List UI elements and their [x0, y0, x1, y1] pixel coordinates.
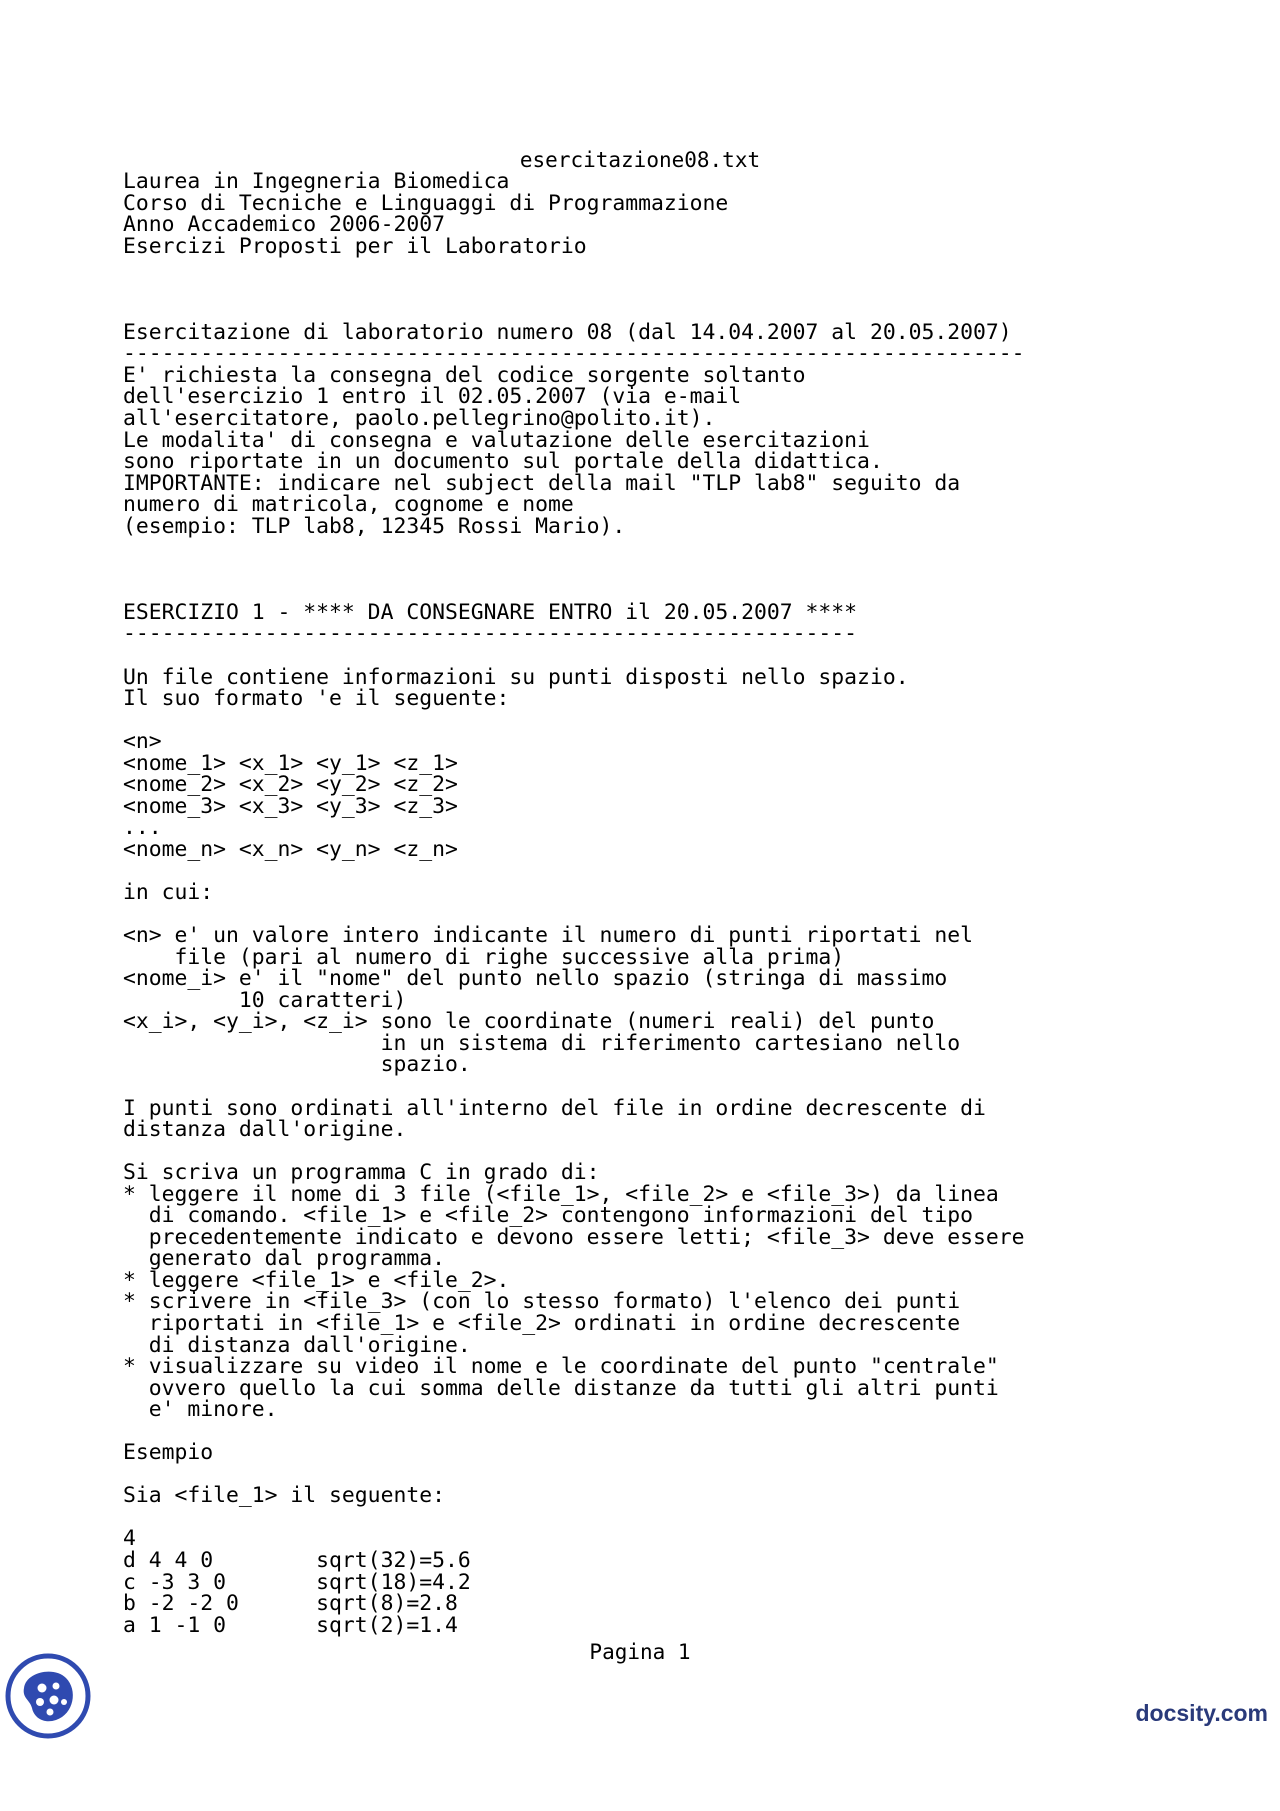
text-line: I punti sono ordinati all'interno del file in ordine decrescente di	[123, 1095, 986, 1121]
text-line: d 4 4 0 sqrt(32)=5.6	[123, 1548, 471, 1573]
text-line: riportati in <file_1> e <file_2> ordinati in ordine decrescente	[123, 1310, 961, 1336]
text-line: ...	[123, 815, 162, 841]
text-line	[123, 279, 1253, 301]
text-line: Esercitazione di laboratorio numero 08 (dal 14.04.2007 al 20.05.2007)	[123, 319, 1012, 345]
text-line	[123, 580, 1253, 602]
text-line: di distanza dall'origine.	[123, 1332, 471, 1358]
text-line: 10 caratteri)	[123, 987, 407, 1013]
text-line: <nome_2> <x_2> <y_2> <z_2>	[123, 772, 458, 798]
text-line: numero di matricola, cognome e nome	[123, 492, 574, 518]
text-line: di comando. <file_1> e <file_2> contengono informazioni del tipo	[123, 1203, 973, 1229]
text-line: <nome_n> <x_n> <y_n> <z_n>	[123, 836, 458, 862]
text-line	[123, 559, 1253, 581]
text-line: Sia <file_1> il seguente:	[123, 1483, 445, 1509]
text-line: <nome_1> <x_1> <y_1> <z_1>	[123, 750, 458, 776]
text-line: Esercizi Proposti per il Laboratorio	[123, 233, 587, 259]
text-line	[123, 904, 1253, 926]
text-line: c -3 3 0 sqrt(18)=4.2	[123, 1569, 471, 1595]
text-line: Corso di Tecniche e Linguaggi di Programmazione	[123, 190, 729, 216]
text-line: <n> e' un valore intero indicante il numero di punti riportati nel	[123, 923, 973, 949]
text-line	[123, 257, 1253, 279]
text-line: 4	[123, 1526, 136, 1552]
text-line: <nome_3> <x_3> <y_3> <z_3>	[123, 793, 458, 819]
text-line: a 1 -1 0 sqrt(2)=1.4	[123, 1612, 458, 1638]
text-line: sono riportate in un documento sul portale della didattica.	[123, 449, 883, 475]
text-line: ---------------------------------------------------------	[123, 621, 858, 647]
text-line: IMPORTANTE: indicare nel subject della mail "TLP lab8" seguito da	[123, 470, 961, 496]
text-line: <n>	[123, 729, 162, 755]
text-line: * leggere <file_1> e <file_2>.	[123, 1267, 510, 1293]
text-line: <nome_i> e' il "nome" del punto nello spazio (stringa di massimo	[123, 966, 948, 992]
text-line	[123, 710, 1253, 732]
page-number: Pagina 1	[589, 1640, 691, 1664]
docsity-logo-icon	[4, 1652, 92, 1740]
text-line: Si scriva un programma C in grado di:	[123, 1160, 600, 1186]
text-line	[123, 861, 1253, 883]
text-line: spazio.	[123, 1052, 471, 1078]
text-line: Laurea in Ingegneria Biomedica	[123, 169, 510, 194]
text-line: <x_i>, <y_i>, <z_i> sono le coordinate (numeri reali) del punto	[123, 1009, 935, 1035]
text-line: * scrivere in <file_3> (con lo stesso formato) l'elenco dei punti	[123, 1289, 961, 1315]
text-line: * visualizzare su video il nome e le coordinate del punto "centrale"	[123, 1354, 999, 1380]
text-line	[123, 1421, 1253, 1443]
text-line: in un sistema di riferimento cartesiano nello	[123, 1030, 961, 1056]
text-line	[123, 1507, 1253, 1529]
text-line: ESERCIZIO 1 - **** DA CONSEGNARE ENTRO il 20.05.2007 ****	[123, 599, 858, 625]
text-line: Anno Accademico 2006-2007	[123, 212, 445, 238]
text-line: distanza dall'origine.	[123, 1117, 407, 1143]
text-line: e' minore.	[123, 1397, 278, 1423]
text-line	[123, 1076, 1253, 1098]
text-line	[123, 300, 1253, 322]
text-line: ovvero quello la cui somma delle distanze da tutti gli altri punti	[123, 1375, 999, 1401]
text-line: Un file contiene informazioni su punti disposti nello spazio.	[123, 664, 909, 690]
text-line: generato dal programma.	[123, 1246, 445, 1272]
text-line: E' richiesta la consegna del codice sorgente soltanto	[123, 362, 806, 388]
text-line: Il suo formato 'e il seguente:	[123, 686, 510, 712]
text-line	[123, 1464, 1253, 1486]
text-line: (esempio: TLP lab8, 12345 Rossi Mario).	[123, 513, 626, 539]
text-line	[123, 1141, 1253, 1163]
text-line: Le modalita' di consegna e valutazione delle esercitazioni	[123, 427, 870, 453]
text-line: file (pari al numero di righe successive alla prima)	[123, 944, 845, 970]
text-line: b -2 -2 0 sqrt(8)=2.8	[123, 1591, 458, 1617]
text-line	[123, 537, 1253, 559]
file-title: esercitazione08.txt	[519, 148, 761, 172]
text-line: precedentemente indicato e devono essere letti; <file_3> deve essere	[123, 1224, 1025, 1250]
text-line: in cui:	[123, 880, 214, 906]
docsity-watermark: docsity.com	[1135, 1700, 1268, 1726]
document-body	[123, 171, 1253, 1636]
text-line: Esempio	[123, 1440, 214, 1466]
text-line: dell'esercizio 1 entro il 02.05.2007 (via e-mail	[123, 384, 742, 410]
text-line	[123, 645, 1253, 667]
text-line: all'esercitatore, paolo.pellegrino@polito.it).	[123, 406, 716, 432]
text-line: * leggere il nome di 3 file (<file_1>, <file_2> e <file_3>) da linea	[123, 1181, 999, 1207]
text-line: ----------------------------------------------------------------------	[123, 341, 1025, 367]
